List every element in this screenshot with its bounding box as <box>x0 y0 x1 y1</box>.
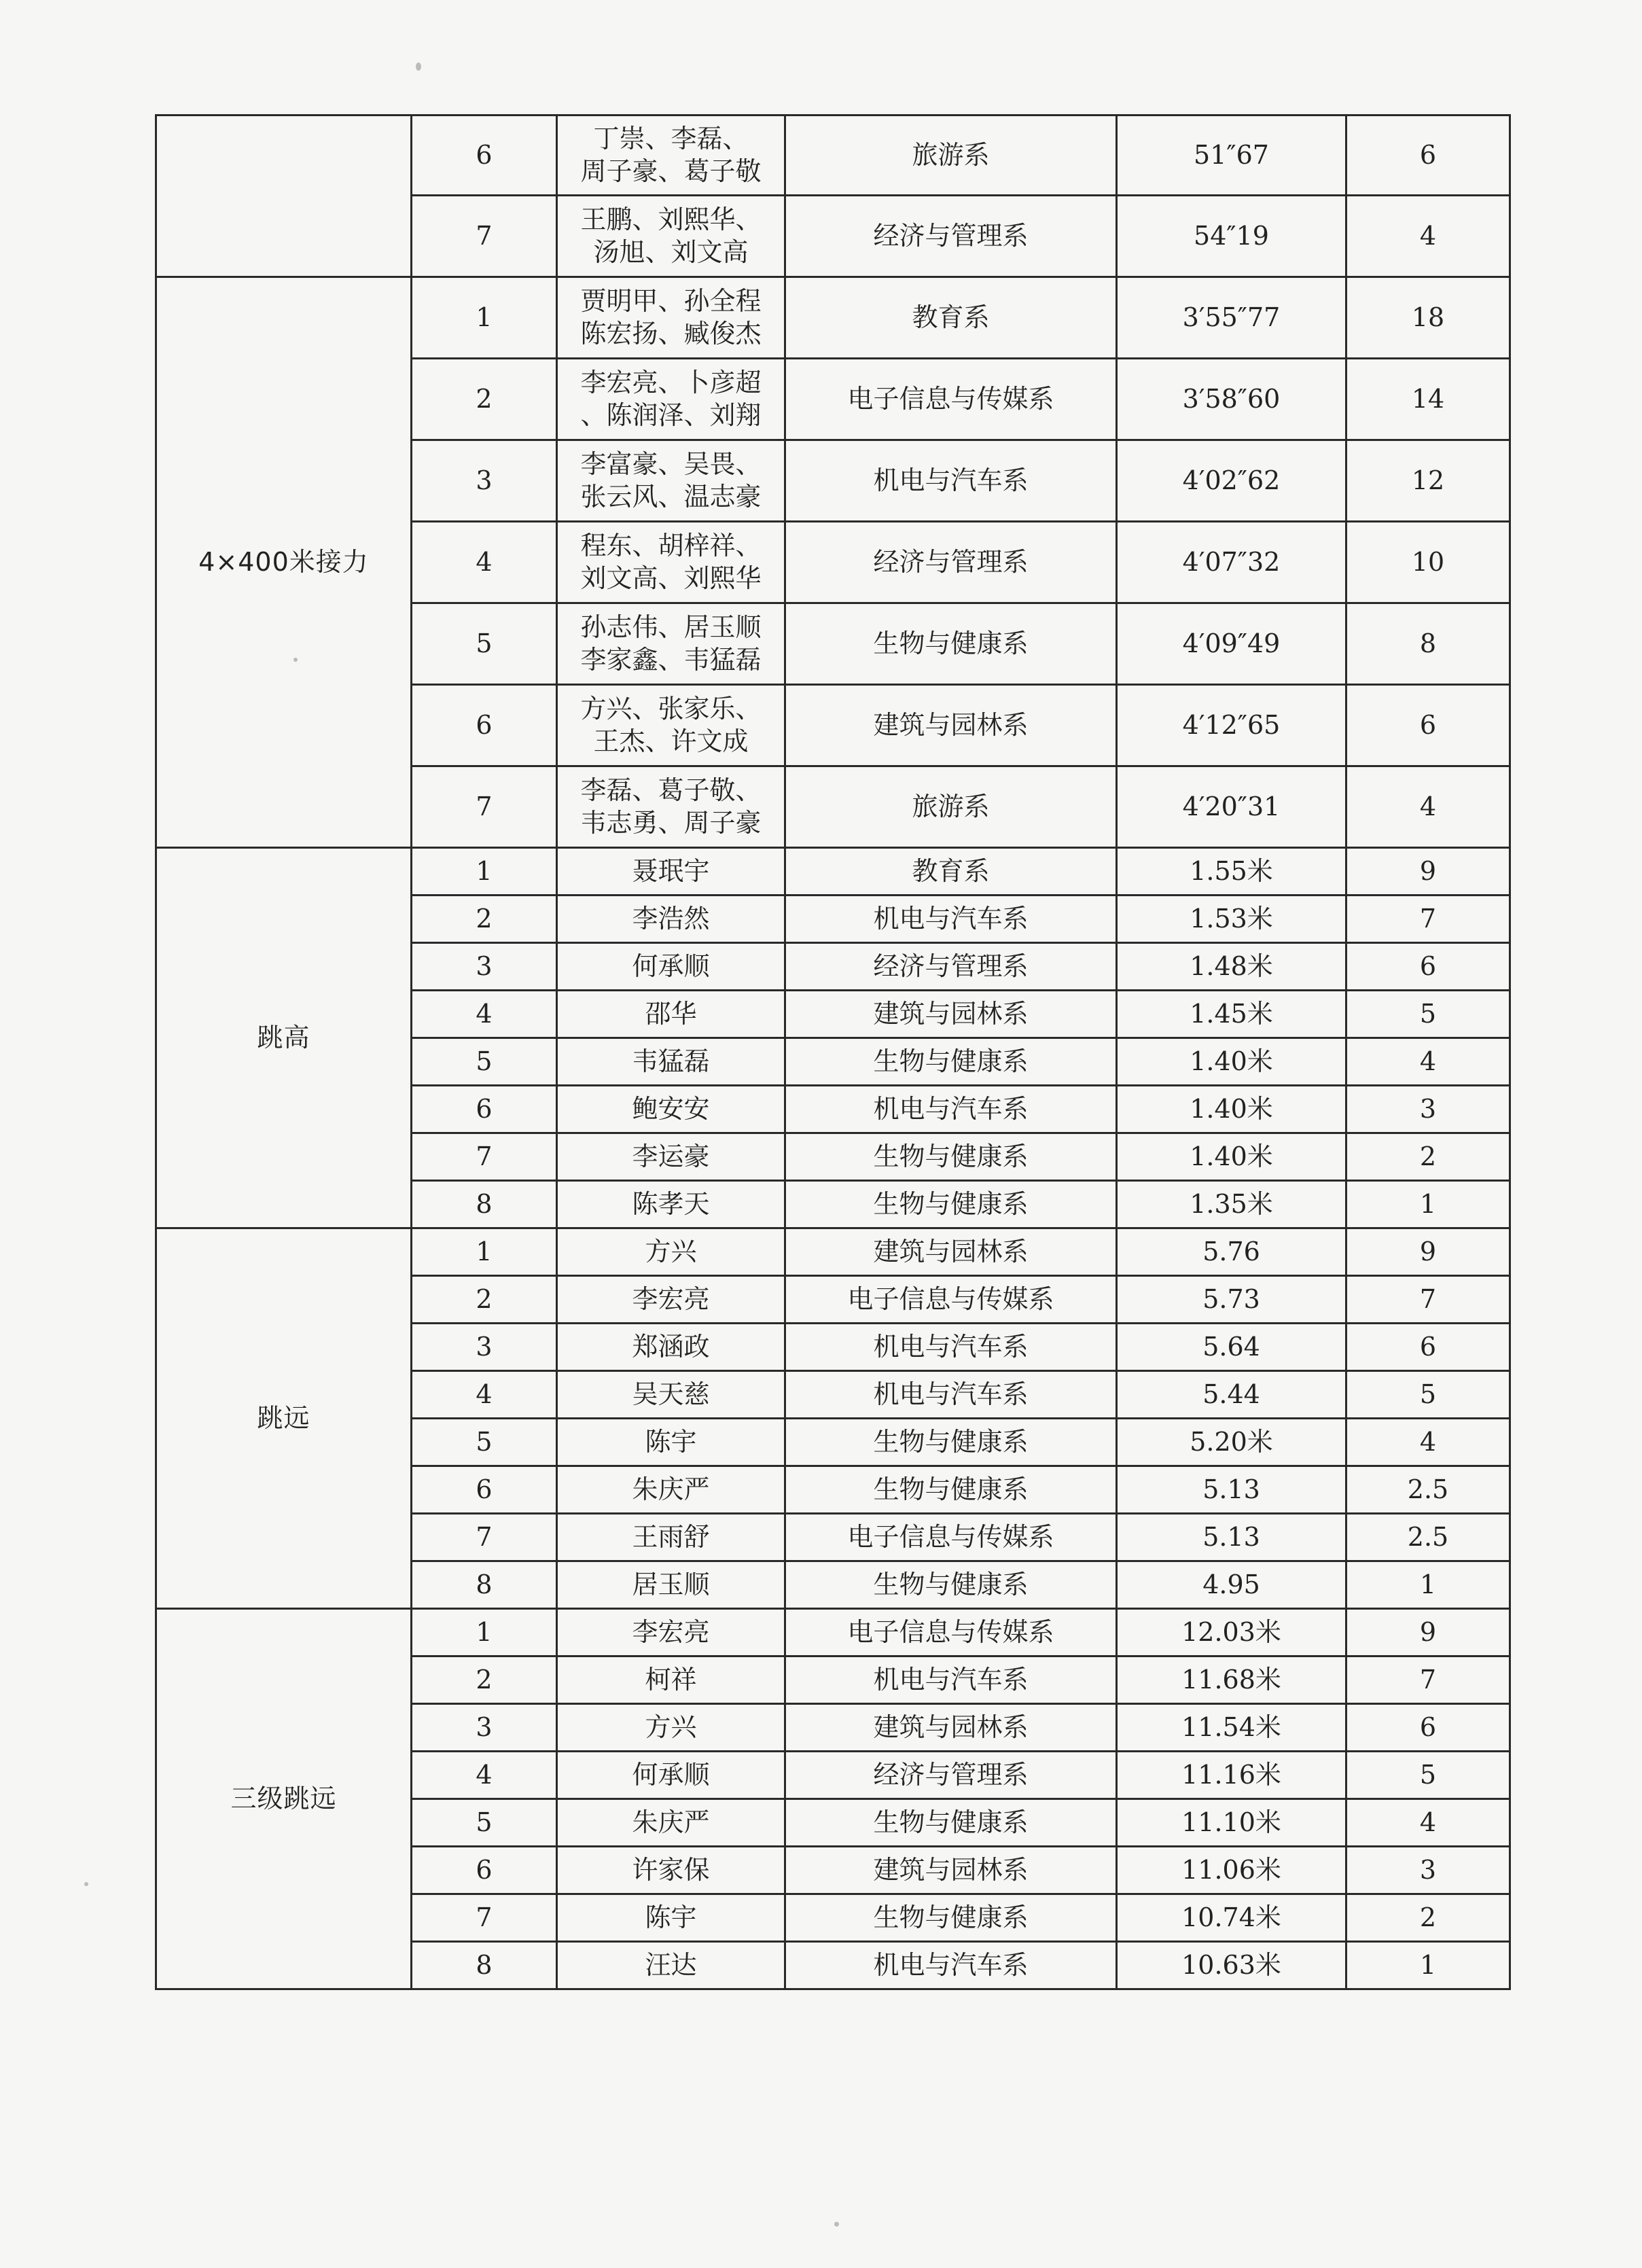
rank-cell: 3 <box>412 1704 557 1752</box>
result-cell: 11.16米 <box>1117 1752 1346 1799</box>
rank-cell: 5 <box>412 1419 557 1466</box>
points-cell: 7 <box>1346 896 1510 943</box>
department-cell: 建筑与园林系 <box>785 1228 1117 1276</box>
department-cell: 生物与健康系 <box>785 1181 1117 1228</box>
points-cell: 4 <box>1346 196 1510 277</box>
athlete-name-line: 刘文高、刘熙华 <box>580 563 762 593</box>
rank-cell: 6 <box>412 116 557 196</box>
athlete-name-line: 王雨舒 <box>632 1521 710 1552</box>
result-cell: 1.40米 <box>1117 1086 1346 1133</box>
athlete-name-line: 王杰、许文成 <box>593 726 749 756</box>
points-cell: 12 <box>1346 440 1510 522</box>
points-cell: 8 <box>1346 603 1510 685</box>
athlete-name-line: 鲍安安 <box>632 1093 710 1124</box>
result-cell: 1.40米 <box>1117 1133 1346 1181</box>
athlete-name-line: 朱庆严 <box>632 1807 710 1837</box>
scan-speck <box>416 63 421 71</box>
athlete-name-line: 贾明甲、孙全程 <box>580 286 762 316</box>
department-cell: 机电与汽车系 <box>785 1371 1117 1419</box>
department-cell: 电子信息与传媒系 <box>785 1514 1117 1561</box>
athlete-names-cell <box>557 116 785 196</box>
points-cell: 5 <box>1346 1752 1510 1799</box>
athlete-name-line: 张云风、温志豪 <box>580 481 762 512</box>
result-cell: 1.35米 <box>1117 1181 1346 1228</box>
department-cell: 生物与健康系 <box>785 1038 1117 1086</box>
department-cell: 生物与健康系 <box>785 1466 1117 1514</box>
rank-cell: 6 <box>412 1086 557 1133</box>
department-cell: 生物与健康系 <box>785 1561 1117 1609</box>
athlete-names-cell <box>557 1561 785 1609</box>
result-cell: 1.55米 <box>1117 848 1346 896</box>
athlete-name-line: 王鹏、刘熙华、 <box>580 205 762 234</box>
result-cell: 5.44 <box>1117 1371 1346 1419</box>
athlete-names-cell <box>557 685 785 766</box>
athlete-name-line: 李宏亮 <box>632 1616 710 1647</box>
points-cell: 4 <box>1346 766 1510 848</box>
athlete-names-cell <box>557 1466 785 1514</box>
athlete-name-line: 邵华 <box>645 998 697 1029</box>
athlete-name-line: 李浩然 <box>632 903 710 934</box>
rank-cell: 1 <box>412 1609 557 1656</box>
scan-speck <box>834 2222 839 2227</box>
result-cell: 4′20″31 <box>1117 766 1346 848</box>
athlete-names-cell <box>557 1228 785 1276</box>
athlete-names-cell <box>557 1609 785 1656</box>
athlete-names-cell <box>557 991 785 1038</box>
athlete-name-line: 陈宏扬、臧俊杰 <box>580 318 762 349</box>
department-cell: 电子信息与传媒系 <box>785 1609 1117 1656</box>
athlete-names-cell <box>557 1371 785 1419</box>
athlete-name-line: 李宏亮 <box>632 1283 710 1314</box>
points-cell: 1 <box>1346 1561 1510 1609</box>
result-cell: 3′55″77 <box>1117 277 1346 359</box>
points-cell: 2.5 <box>1346 1514 1510 1561</box>
rank-cell: 4 <box>412 1752 557 1799</box>
athlete-name-line: 汪达 <box>645 1949 697 1980</box>
athlete-name-line: 李宏亮、卜彦超 <box>580 368 762 397</box>
department-cell: 生物与健康系 <box>785 1419 1117 1466</box>
department-cell: 经济与管理系 <box>785 522 1117 603</box>
rank-cell: 6 <box>412 685 557 766</box>
athlete-names-cell <box>557 1419 785 1466</box>
result-cell: 11.10米 <box>1117 1799 1346 1847</box>
rank-cell: 3 <box>412 943 557 991</box>
scan-speck <box>84 1882 88 1886</box>
result-cell: 11.68米 <box>1117 1656 1346 1704</box>
result-cell: 4′09″49 <box>1117 603 1346 685</box>
department-cell: 生物与健康系 <box>785 1894 1117 1942</box>
table-row <box>156 116 1510 196</box>
department-cell: 机电与汽车系 <box>785 1942 1117 1989</box>
athlete-names-cell <box>557 359 785 440</box>
results-body <box>156 116 1510 1989</box>
department-cell: 教育系 <box>785 277 1117 359</box>
department-cell: 建筑与园林系 <box>785 1847 1117 1894</box>
athlete-names-cell <box>557 1847 785 1894</box>
event-name-cell: 跳高 <box>156 848 412 1228</box>
rank-cell: 1 <box>412 277 557 359</box>
result-cell: 11.06米 <box>1117 1847 1346 1894</box>
points-cell: 2.5 <box>1346 1466 1510 1514</box>
athlete-names-cell <box>557 943 785 991</box>
points-cell: 5 <box>1346 991 1510 1038</box>
athlete-name-line: 周子豪、葛子敬 <box>580 156 762 186</box>
points-cell: 9 <box>1346 1609 1510 1656</box>
rank-cell: 2 <box>412 1656 557 1704</box>
rank-cell: 6 <box>412 1847 557 1894</box>
athlete-name-line: 韦志勇、周子豪 <box>580 807 762 838</box>
result-cell: 11.54米 <box>1117 1704 1346 1752</box>
department-cell: 电子信息与传媒系 <box>785 359 1117 440</box>
rank-cell: 8 <box>412 1561 557 1609</box>
rank-cell: 7 <box>412 1894 557 1942</box>
department-cell: 机电与汽车系 <box>785 1656 1117 1704</box>
athlete-name-line: 聂珉宇 <box>632 855 710 886</box>
athlete-names-cell <box>557 1894 785 1942</box>
athlete-names-cell <box>557 1799 785 1847</box>
rank-cell: 8 <box>412 1181 557 1228</box>
athlete-names-cell <box>557 277 785 359</box>
department-cell: 生物与健康系 <box>785 1133 1117 1181</box>
rank-cell: 5 <box>412 1799 557 1847</box>
event-name-cell: 4×400米接力 <box>156 277 412 848</box>
points-cell: 6 <box>1346 116 1510 196</box>
athlete-name-line: 李运豪 <box>632 1141 710 1171</box>
department-cell: 机电与汽车系 <box>785 1324 1117 1371</box>
department-cell: 建筑与园林系 <box>785 1704 1117 1752</box>
athlete-name-line: 孙志伟、居玉顺 <box>580 612 762 642</box>
table-row <box>156 848 1510 896</box>
athlete-name-line: 何承顺 <box>632 1759 710 1790</box>
table-row <box>156 1228 1510 1276</box>
athlete-names-cell <box>557 522 785 603</box>
athlete-name-line: 吴天慈 <box>632 1379 710 1409</box>
department-cell: 机电与汽车系 <box>785 1086 1117 1133</box>
rank-cell: 8 <box>412 1942 557 1989</box>
athlete-name-line: 汤旭、刘文高 <box>593 236 749 267</box>
department-cell: 旅游系 <box>785 766 1117 848</box>
department-cell: 生物与健康系 <box>785 1799 1117 1847</box>
athlete-names-cell <box>557 1181 785 1228</box>
athlete-name-line: 陈宇 <box>645 1426 697 1457</box>
points-cell: 6 <box>1346 685 1510 766</box>
rank-cell: 1 <box>412 848 557 896</box>
athlete-name-line: 方兴、张家乐、 <box>580 694 762 724</box>
athlete-name-line: 居玉顺 <box>632 1569 710 1599</box>
points-cell: 9 <box>1346 1228 1510 1276</box>
result-cell: 1.45米 <box>1117 991 1346 1038</box>
rank-cell: 4 <box>412 991 557 1038</box>
department-cell: 生物与健康系 <box>785 603 1117 685</box>
result-cell: 5.76 <box>1117 1228 1346 1276</box>
points-cell: 1 <box>1346 1942 1510 1989</box>
athlete-name-line: 李富豪、吴畏、 <box>580 449 762 479</box>
result-cell: 1.53米 <box>1117 896 1346 943</box>
athlete-names-cell <box>557 896 785 943</box>
points-cell: 7 <box>1346 1656 1510 1704</box>
rank-cell: 3 <box>412 1324 557 1371</box>
result-cell: 4.95 <box>1117 1561 1346 1609</box>
athlete-names-cell <box>557 1942 785 1989</box>
athlete-names-cell <box>557 1704 785 1752</box>
event-name-cell: 跳远 <box>156 1228 412 1609</box>
result-cell: 4′02″62 <box>1117 440 1346 522</box>
athlete-names-cell <box>557 1514 785 1561</box>
points-cell: 18 <box>1346 277 1510 359</box>
athlete-name-line: 何承顺 <box>632 951 710 981</box>
athlete-name-line: 、陈润泽、刘翔 <box>580 400 762 430</box>
points-cell: 14 <box>1346 359 1510 440</box>
athlete-name-line: 丁崇、李磊、 <box>593 124 749 154</box>
athlete-names-cell <box>557 848 785 896</box>
athlete-names-cell <box>557 196 785 277</box>
athlete-names-cell <box>557 1276 785 1324</box>
rank-cell: 2 <box>412 896 557 943</box>
result-cell: 3′58″60 <box>1117 359 1346 440</box>
event-name-cell <box>156 116 412 277</box>
athlete-names-cell <box>557 1752 785 1799</box>
result-cell: 1.48米 <box>1117 943 1346 991</box>
rank-cell: 7 <box>412 1133 557 1181</box>
points-cell: 2 <box>1346 1894 1510 1942</box>
points-cell: 5 <box>1346 1371 1510 1419</box>
points-cell: 6 <box>1346 943 1510 991</box>
rank-cell: 5 <box>412 603 557 685</box>
table-row <box>156 1609 1510 1656</box>
result-cell: 1.40米 <box>1117 1038 1346 1086</box>
result-cell: 4′12″65 <box>1117 685 1346 766</box>
points-cell: 9 <box>1346 848 1510 896</box>
department-cell: 建筑与园林系 <box>785 685 1117 766</box>
event-name-cell: 三级跳远 <box>156 1609 412 1989</box>
department-cell: 旅游系 <box>785 116 1117 196</box>
rank-cell: 7 <box>412 766 557 848</box>
rank-cell: 2 <box>412 359 557 440</box>
rank-cell: 7 <box>412 1514 557 1561</box>
points-cell: 3 <box>1346 1847 1510 1894</box>
department-cell: 电子信息与传媒系 <box>785 1276 1117 1324</box>
athlete-name-line: 陈孝天 <box>632 1188 710 1219</box>
athlete-name-line: 方兴 <box>645 1236 697 1266</box>
department-cell: 经济与管理系 <box>785 943 1117 991</box>
rank-cell: 5 <box>412 1038 557 1086</box>
result-cell: 10.63米 <box>1117 1942 1346 1989</box>
athlete-name-line: 陈宇 <box>645 1902 697 1932</box>
points-cell: 4 <box>1346 1419 1510 1466</box>
rank-cell: 4 <box>412 1371 557 1419</box>
result-cell: 5.73 <box>1117 1276 1346 1324</box>
athlete-names-cell <box>557 440 785 522</box>
athlete-names-cell <box>557 1133 785 1181</box>
result-cell: 5.64 <box>1117 1324 1346 1371</box>
points-cell: 1 <box>1346 1181 1510 1228</box>
points-cell: 10 <box>1346 522 1510 603</box>
athlete-name-line: 韦猛磊 <box>632 1046 710 1076</box>
department-cell: 机电与汽车系 <box>785 440 1117 522</box>
points-cell: 4 <box>1346 1799 1510 1847</box>
rank-cell: 7 <box>412 196 557 277</box>
results-table <box>155 114 1511 1990</box>
athlete-names-cell <box>557 603 785 685</box>
rank-cell: 4 <box>412 522 557 603</box>
result-cell: 5.13 <box>1117 1514 1346 1561</box>
department-cell: 教育系 <box>785 848 1117 896</box>
result-cell: 54″19 <box>1117 196 1346 277</box>
points-cell: 6 <box>1346 1324 1510 1371</box>
result-cell: 4′07″32 <box>1117 522 1346 603</box>
department-cell: 经济与管理系 <box>785 196 1117 277</box>
points-cell: 2 <box>1346 1133 1510 1181</box>
points-cell: 6 <box>1346 1704 1510 1752</box>
athlete-name-line: 李磊、葛子敬、 <box>580 775 762 805</box>
athlete-name-line: 朱庆严 <box>632 1474 710 1504</box>
rank-cell: 3 <box>412 440 557 522</box>
result-cell: 5.20米 <box>1117 1419 1346 1466</box>
rank-cell: 2 <box>412 1276 557 1324</box>
result-cell: 51″67 <box>1117 116 1346 196</box>
athlete-names-cell <box>557 1038 785 1086</box>
result-cell: 5.13 <box>1117 1466 1346 1514</box>
athlete-name-line: 郑涵政 <box>632 1331 710 1362</box>
athlete-name-line: 许家保 <box>632 1854 710 1885</box>
points-cell: 3 <box>1346 1086 1510 1133</box>
rank-cell: 6 <box>412 1466 557 1514</box>
department-cell: 机电与汽车系 <box>785 896 1117 943</box>
department-cell: 经济与管理系 <box>785 1752 1117 1799</box>
athlete-names-cell <box>557 1324 785 1371</box>
athlete-names-cell <box>557 1656 785 1704</box>
department-cell: 建筑与园林系 <box>785 991 1117 1038</box>
athlete-name-line: 李家鑫、韦猛磊 <box>580 644 762 675</box>
result-cell: 10.74米 <box>1117 1894 1346 1942</box>
athlete-name-line: 方兴 <box>645 1712 697 1742</box>
points-cell: 7 <box>1346 1276 1510 1324</box>
athlete-name-line: 柯祥 <box>645 1664 697 1695</box>
athlete-names-cell <box>557 766 785 848</box>
rank-cell: 1 <box>412 1228 557 1276</box>
points-cell: 4 <box>1346 1038 1510 1086</box>
athlete-names-cell <box>557 1086 785 1133</box>
result-cell: 12.03米 <box>1117 1609 1346 1656</box>
table-row <box>156 277 1510 359</box>
scan-speck <box>293 658 298 662</box>
athlete-name-line: 程东、胡梓祥、 <box>580 531 762 561</box>
